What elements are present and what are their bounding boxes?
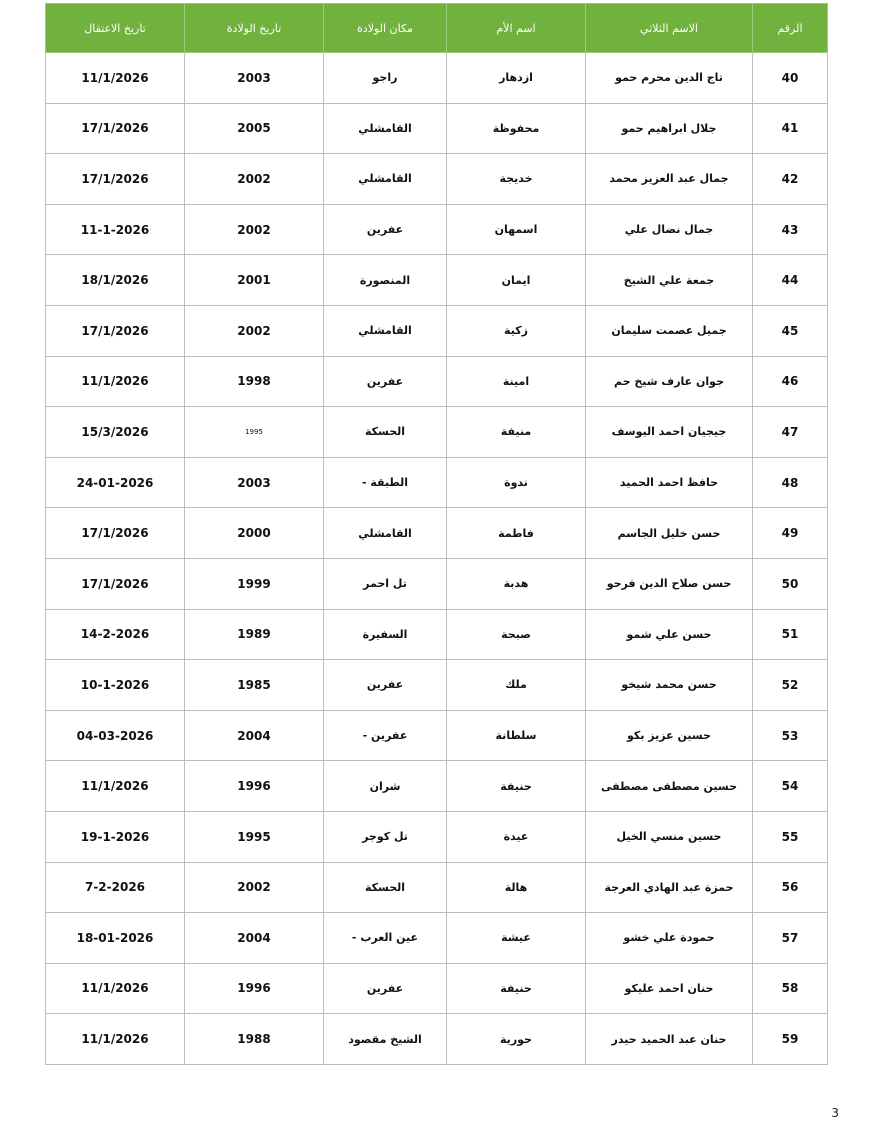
cell-arrest-date: 7-2-2026 bbox=[46, 862, 185, 913]
cell-birth-place: المنصورة bbox=[324, 255, 447, 306]
cell-birth-date: 2002 bbox=[185, 154, 324, 205]
cell-full-name: حافظ احمد الحميد bbox=[586, 457, 753, 508]
table-row bbox=[46, 558, 828, 609]
cell-full-name: جوان عارف شيخ حم bbox=[586, 356, 753, 407]
cell-mother-name: منيفة bbox=[447, 407, 586, 458]
cell-number: 48 bbox=[753, 457, 828, 508]
table-header bbox=[46, 4, 828, 53]
detainees-table-container bbox=[45, 3, 827, 1065]
cell-mother-name: عيشة bbox=[447, 913, 586, 964]
detainees-table bbox=[45, 3, 828, 1065]
cell-birth-place: الشيخ مقصود bbox=[324, 1014, 447, 1065]
cell-mother-name: خديجة bbox=[447, 154, 586, 205]
cell-full-name: حنان عبد الحميد حيدر bbox=[586, 1014, 753, 1065]
cell-mother-name: اسمهان bbox=[447, 204, 586, 255]
cell-full-name: جلال ابراهيم حمو bbox=[586, 103, 753, 154]
cell-birth-date: 1985 bbox=[185, 660, 324, 711]
cell-mother-name: سلطانة bbox=[447, 710, 586, 761]
cell-birth-date: 2002 bbox=[185, 862, 324, 913]
table-row bbox=[46, 862, 828, 913]
cell-birth-place: عفرين bbox=[324, 204, 447, 255]
cell-full-name: حسن خليل الجاسم bbox=[586, 508, 753, 559]
cell-number: 58 bbox=[753, 963, 828, 1014]
cell-number: 43 bbox=[753, 204, 828, 255]
cell-number: 51 bbox=[753, 609, 828, 660]
table-row bbox=[46, 963, 828, 1014]
table-row bbox=[46, 710, 828, 761]
cell-birth-place: القامشلي bbox=[324, 103, 447, 154]
cell-arrest-date: 17/1/2026 bbox=[46, 103, 185, 154]
header-birth-place: مكان الولادة bbox=[324, 4, 447, 53]
cell-full-name: جمعة علي الشيخ bbox=[586, 255, 753, 306]
cell-mother-name: عيدة bbox=[447, 811, 586, 862]
cell-mother-name: حنيفة bbox=[447, 963, 586, 1014]
cell-arrest-date: 17/1/2026 bbox=[46, 558, 185, 609]
header-birth-date: تاريخ الولادة bbox=[185, 4, 324, 53]
cell-full-name: حسن صلاح الدين فرحو bbox=[586, 558, 753, 609]
table-row bbox=[46, 356, 828, 407]
cell-number: 46 bbox=[753, 356, 828, 407]
cell-full-name: حسن علي شمو bbox=[586, 609, 753, 660]
table-row bbox=[46, 609, 828, 660]
cell-mother-name: فاطمة bbox=[447, 508, 586, 559]
cell-birth-place: عفرين bbox=[324, 963, 447, 1014]
cell-mother-name: هدبة bbox=[447, 558, 586, 609]
cell-birth-place: القامشلي bbox=[324, 154, 447, 205]
header-full-name: الاسم الثلاثي bbox=[586, 4, 753, 53]
cell-birth-place: تل احمر bbox=[324, 558, 447, 609]
cell-full-name: جميل عصمت سليمان bbox=[586, 305, 753, 356]
cell-birth-date: 2001 bbox=[185, 255, 324, 306]
cell-birth-place: الحسكة bbox=[324, 407, 447, 458]
cell-number: 41 bbox=[753, 103, 828, 154]
cell-arrest-date: 11/1/2026 bbox=[46, 356, 185, 407]
table-row bbox=[46, 204, 828, 255]
header-number: الرقم bbox=[753, 4, 828, 53]
cell-full-name: جيجيان احمد اليوسف bbox=[586, 407, 753, 458]
cell-mother-name: ازدهار bbox=[447, 53, 586, 104]
cell-arrest-date: 17/1/2026 bbox=[46, 305, 185, 356]
cell-birth-date: 1995 bbox=[185, 407, 324, 458]
cell-arrest-date: 11/1/2026 bbox=[46, 761, 185, 812]
cell-birth-place: الطبقة - bbox=[324, 457, 447, 508]
cell-birth-place: القامشلي bbox=[324, 305, 447, 356]
table-row bbox=[46, 508, 828, 559]
cell-arrest-date: 11-1-2026 bbox=[46, 204, 185, 255]
cell-birth-date: 2002 bbox=[185, 305, 324, 356]
cell-full-name: حمزة عبد الهادي العرجة bbox=[586, 862, 753, 913]
table-row bbox=[46, 811, 828, 862]
cell-birth-place: عفرين bbox=[324, 660, 447, 711]
cell-birth-date: 1996 bbox=[185, 963, 324, 1014]
cell-number: 57 bbox=[753, 913, 828, 964]
cell-mother-name: ندوة bbox=[447, 457, 586, 508]
cell-full-name: حنان احمد عليكو bbox=[586, 963, 753, 1014]
cell-number: 52 bbox=[753, 660, 828, 711]
cell-birth-date: 2004 bbox=[185, 710, 324, 761]
cell-birth-place: السفيرة bbox=[324, 609, 447, 660]
table-row bbox=[46, 255, 828, 306]
cell-birth-date: 1995 bbox=[185, 811, 324, 862]
cell-number: 59 bbox=[753, 1014, 828, 1065]
table-row bbox=[46, 457, 828, 508]
table-row bbox=[46, 154, 828, 205]
cell-arrest-date: 11/1/2026 bbox=[46, 1014, 185, 1065]
cell-arrest-date: 04-03-2026 bbox=[46, 710, 185, 761]
cell-birth-place: القامشلي bbox=[324, 508, 447, 559]
cell-arrest-date: 19-1-2026 bbox=[46, 811, 185, 862]
cell-birth-place: تل كوجر bbox=[324, 811, 447, 862]
cell-birth-date: 2005 bbox=[185, 103, 324, 154]
cell-full-name: تاج الدين محرم حمو bbox=[586, 53, 753, 104]
table-row bbox=[46, 53, 828, 104]
table-row bbox=[46, 913, 828, 964]
cell-number: 42 bbox=[753, 154, 828, 205]
table-row bbox=[46, 103, 828, 154]
cell-number: 45 bbox=[753, 305, 828, 356]
cell-mother-name: امينة bbox=[447, 356, 586, 407]
cell-mother-name: زكية bbox=[447, 305, 586, 356]
cell-birth-date: 1996 bbox=[185, 761, 324, 812]
table-row bbox=[46, 660, 828, 711]
cell-number: 49 bbox=[753, 508, 828, 559]
cell-mother-name: ملك bbox=[447, 660, 586, 711]
cell-full-name: حسن محمد شيخو bbox=[586, 660, 753, 711]
cell-arrest-date: 14-2-2026 bbox=[46, 609, 185, 660]
header-mother-name: اسم الأم bbox=[447, 4, 586, 53]
cell-arrest-date: 17/1/2026 bbox=[46, 508, 185, 559]
cell-birth-date: 1999 bbox=[185, 558, 324, 609]
cell-arrest-date: 18-01-2026 bbox=[46, 913, 185, 964]
page-number: 3 bbox=[831, 1106, 839, 1120]
cell-number: 50 bbox=[753, 558, 828, 609]
cell-birth-date: 2000 bbox=[185, 508, 324, 559]
cell-birth-date: 2002 bbox=[185, 204, 324, 255]
cell-full-name: حمودة علي خشو bbox=[586, 913, 753, 964]
cell-birth-date: 1989 bbox=[185, 609, 324, 660]
header-arrest-date: تاريخ الاعتقال bbox=[46, 4, 185, 53]
cell-number: 54 bbox=[753, 761, 828, 812]
cell-number: 53 bbox=[753, 710, 828, 761]
cell-mother-name: هالة bbox=[447, 862, 586, 913]
cell-birth-place: عفرين - bbox=[324, 710, 447, 761]
cell-number: 47 bbox=[753, 407, 828, 458]
cell-mother-name: محفوظة bbox=[447, 103, 586, 154]
cell-arrest-date: 10-1-2026 bbox=[46, 660, 185, 711]
cell-number: 44 bbox=[753, 255, 828, 306]
cell-mother-name: صبحة bbox=[447, 609, 586, 660]
cell-number: 56 bbox=[753, 862, 828, 913]
cell-full-name: جمال نضال علي bbox=[586, 204, 753, 255]
table-row bbox=[46, 407, 828, 458]
cell-arrest-date: 17/1/2026 bbox=[46, 154, 185, 205]
cell-full-name: جمال عبد العزيز محمد bbox=[586, 154, 753, 205]
cell-number: 55 bbox=[753, 811, 828, 862]
cell-mother-name: ايمان bbox=[447, 255, 586, 306]
table-row bbox=[46, 761, 828, 812]
header-row bbox=[46, 4, 828, 53]
cell-full-name: حسين عزيز بكو bbox=[586, 710, 753, 761]
cell-birth-place: شران bbox=[324, 761, 447, 812]
cell-birth-date: 2004 bbox=[185, 913, 324, 964]
cell-birth-place: راجو bbox=[324, 53, 447, 104]
cell-full-name: حسين منسي الخيل bbox=[586, 811, 753, 862]
cell-arrest-date: 11/1/2026 bbox=[46, 963, 185, 1014]
cell-arrest-date: 18/1/2026 bbox=[46, 255, 185, 306]
table-row bbox=[46, 1014, 828, 1065]
cell-mother-name: حورية bbox=[447, 1014, 586, 1065]
cell-birth-place: الحسكة bbox=[324, 862, 447, 913]
cell-birth-place: عين العرب - bbox=[324, 913, 447, 964]
cell-mother-name: حنيفة bbox=[447, 761, 586, 812]
cell-birth-date: 1988 bbox=[185, 1014, 324, 1065]
cell-birth-date: 2003 bbox=[185, 457, 324, 508]
cell-birth-date: 2003 bbox=[185, 53, 324, 104]
cell-full-name: حسين مصطفى مصطفى bbox=[586, 761, 753, 812]
table-row bbox=[46, 305, 828, 356]
cell-arrest-date: 11/1/2026 bbox=[46, 53, 185, 104]
cell-arrest-date: 15/3/2026 bbox=[46, 407, 185, 458]
cell-arrest-date: 24-01-2026 bbox=[46, 457, 185, 508]
table-body bbox=[46, 53, 828, 1065]
cell-birth-place: عفرين bbox=[324, 356, 447, 407]
cell-number: 40 bbox=[753, 53, 828, 104]
cell-birth-date: 1998 bbox=[185, 356, 324, 407]
